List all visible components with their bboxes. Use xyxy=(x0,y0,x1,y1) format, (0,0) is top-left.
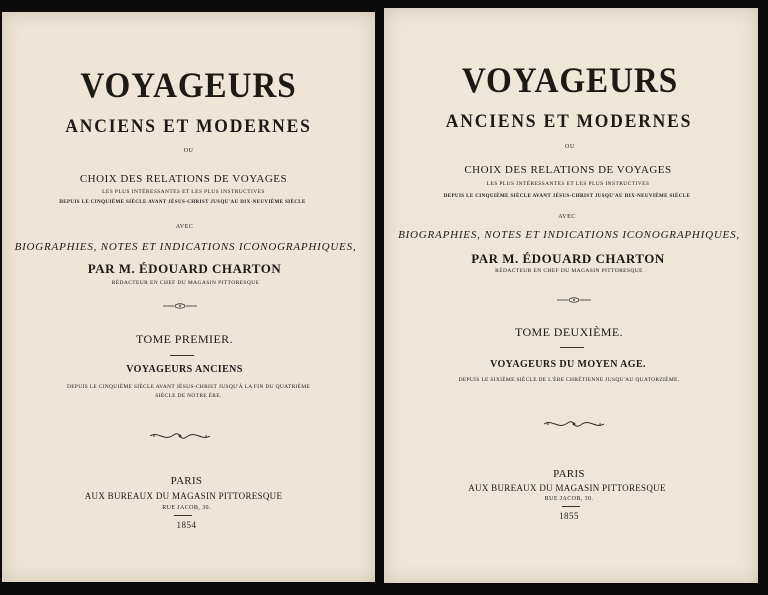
tome-label: TOME PREMIER. xyxy=(136,332,233,346)
publisher-address: RUE JACOB, 30. xyxy=(162,505,211,511)
book-subtitle: ANCIENS ET MODERNES xyxy=(445,111,693,132)
biographies-text: BIOGRAPHIES, NOTES ET INDICATIONS ICONOGRAPHIQUES, xyxy=(14,241,357,253)
ornament-divider-icon xyxy=(162,302,198,310)
publisher-city: PARIS xyxy=(553,468,585,480)
publisher-name: AUX BUREAUX DU MAGASIN PITTORESQUE xyxy=(84,491,283,501)
ornament-divider-icon xyxy=(556,296,592,304)
tome-rule xyxy=(560,347,584,348)
book-title: VOYAGEURS xyxy=(461,60,679,100)
redacteur-text: RÉDACTEUR EN CHEF DU MAGASIN PITTORESQUE xyxy=(111,280,260,286)
author-line: PAR M. ÉDOUARD CHARTON xyxy=(471,251,665,266)
ou-text: OU xyxy=(183,148,194,154)
publisher-city: PARIS xyxy=(170,475,203,487)
author-line: PAR M. ÉDOUARD CHARTON xyxy=(87,261,282,276)
interessantes-text: LES PLUS INTÉRESSANTES ET LES PLUS INSTRUCTIVES xyxy=(102,189,265,195)
section-desc-line1: DEPUIS LE CINQUIÈME SIÈCLE AVANT JÉSUS-CHRIST JUSQU'À LA FIN DU QUATRIÈME xyxy=(66,384,311,390)
section-desc-line2: SIÈCLE DE NOTRE ÈRE. xyxy=(155,393,222,399)
publisher-name: AUX BUREAUX DU MAGASIN PITTORESQUE xyxy=(468,483,666,493)
avec-text: AVEC xyxy=(175,224,194,230)
section-title: VOYAGEURS ANCIENS xyxy=(126,364,243,375)
title-page-volume-1 xyxy=(2,12,375,582)
choix-text: CHOIX DES RELATIONS DE VOYAGES xyxy=(79,173,288,185)
tome-label: TOME DEUXIÈME. xyxy=(514,325,624,339)
interessantes-text: LES PLUS INTÉRESSANTES ET LES PLUS INSTRUCTIVES xyxy=(486,181,650,187)
ornament-flourish-icon xyxy=(148,431,212,441)
section-desc-line1: DEPUIS LE SIXIÈME SIÈCLE DE L'ÈRE CHRÉTIENNE JUSQU'AU QUATORZIÈME. xyxy=(458,377,680,383)
biographies-text: BIOGRAPHIES, NOTES ET INDICATIONS ICONOGRAPHIQUES, xyxy=(398,229,740,241)
redacteur-text: RÉDACTEUR EN CHEF DU MAGASIN PITTORESQUE xyxy=(495,268,643,274)
publisher-address: RUE JACOB, 30. xyxy=(544,496,594,502)
book-title: VOYAGEURS xyxy=(80,65,297,105)
book-subtitle: ANCIENS ET MODERNES xyxy=(65,116,312,137)
avec-text: AVEC xyxy=(558,214,576,220)
section-title: VOYAGEURS DU MOYEN AGE. xyxy=(490,359,646,370)
choix-text: CHOIX DES RELATIONS DE VOYAGES xyxy=(464,164,672,176)
depuis-text: DEPUIS LE CINQUIÈME SIÈCLE AVANT JÉSUS-CHRIST JUSQU'AU DIX-NEUVIÈME SIÈCLE xyxy=(443,194,691,199)
depuis-text: DEPUIS LE CINQUIÈME SIÈCLE AVANT JÉSUS-CHRIST JUSQU'AU DIX-NEUVIÈME SIÈCLE xyxy=(59,200,306,205)
ou-text: OU xyxy=(565,144,575,150)
title-page-volume-2 xyxy=(384,8,758,583)
publication-year: 1855 xyxy=(559,511,579,521)
year-rule xyxy=(174,515,192,516)
publication-year: 1854 xyxy=(176,520,197,530)
tome-rule xyxy=(170,355,194,356)
year-rule xyxy=(562,506,580,507)
ornament-flourish-icon xyxy=(542,419,606,429)
